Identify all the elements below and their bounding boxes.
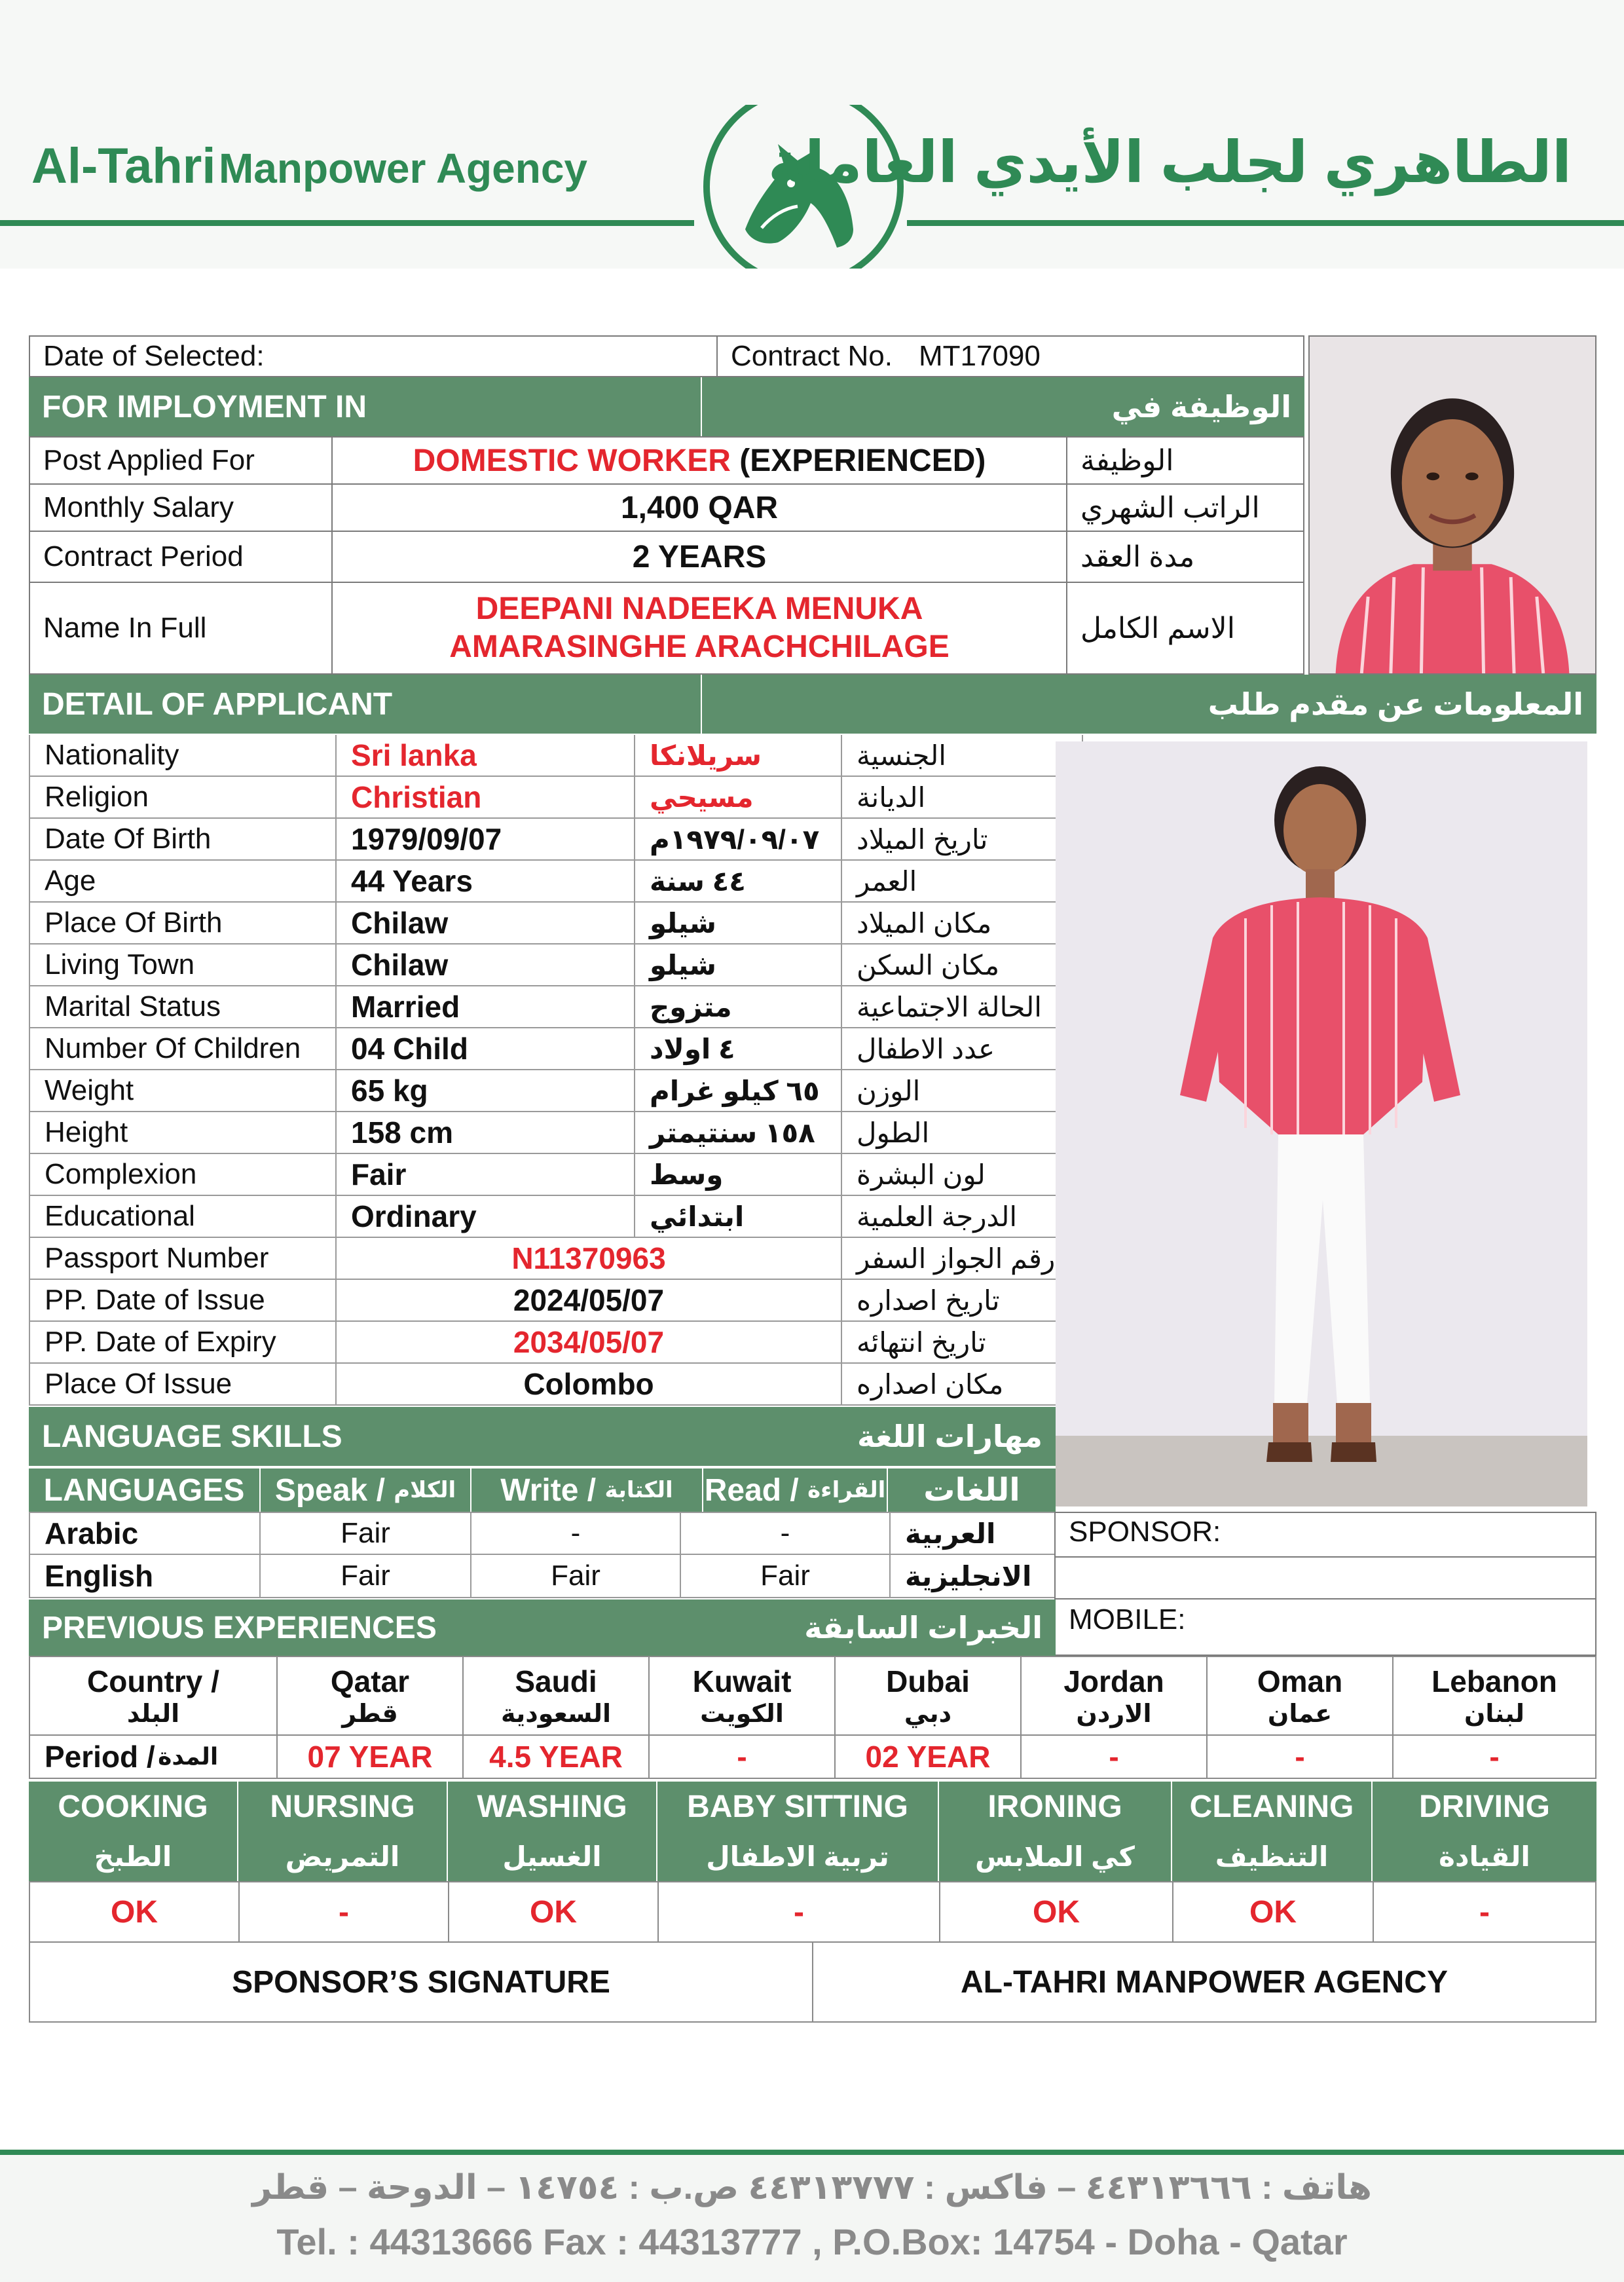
country-name: Saudi	[515, 1664, 597, 1698]
experience-country-label: Country /	[87, 1664, 219, 1698]
full-name-label-ar: الاسم الكامل	[1066, 582, 1304, 675]
detail-value: Fair	[335, 1154, 635, 1196]
applicant-title-ar: المعلومات عن مقدم طلب	[1208, 687, 1583, 721]
skill-nursing-header-ar: التمريض	[238, 1831, 448, 1881]
skill-ironing-value: OK	[939, 1881, 1173, 1943]
date-selected-cell	[29, 335, 718, 377]
language-title-en: LANGUAGE SKILLS	[42, 1419, 342, 1454]
lang-col-speak-ar: الكلام	[394, 1478, 456, 1503]
salary-label: Monthly Salary	[29, 483, 333, 532]
detail-value-ar: ٤ اولاد	[634, 1028, 842, 1070]
language-title-ar: مهارات اللغة	[857, 1419, 1043, 1453]
country-name-ar: قطر	[342, 1700, 398, 1728]
lang-write: -	[470, 1512, 681, 1555]
sponsor-signature-field: SPONSOR’S SIGNATURE	[29, 1941, 813, 2023]
country-name: Jordan	[1063, 1664, 1164, 1698]
employment-title-ar: الوظيفة في	[1111, 390, 1291, 424]
detail-label-ar: العمر	[841, 861, 1083, 903]
experience-period-header	[29, 1734, 278, 1779]
detail-value: 158 cm	[335, 1112, 635, 1154]
experience-section-header	[29, 1599, 1056, 1656]
skill-cooking-header: COOKING	[29, 1782, 238, 1831]
detail-label: Nationality	[29, 735, 337, 777]
passport-label-ar: رقم الجواز السفر	[841, 1238, 1083, 1280]
detail-label-ar: الجنسية	[841, 735, 1083, 777]
skill-driving-header-ar: القيادة	[1373, 1831, 1596, 1881]
post-value-suffix: (EXPERIENCED)	[739, 443, 986, 478]
skill-ironing-header: IRONING	[939, 1782, 1172, 1831]
contract-period-value: 2 YEARS	[331, 531, 1067, 583]
experience-period-lebanon: -	[1392, 1734, 1596, 1779]
applicant-section-header	[29, 675, 1596, 734]
country-name: Kuwait	[692, 1664, 792, 1698]
lang-speak: Fair	[259, 1555, 471, 1598]
passport-label: Place Of Issue	[29, 1364, 337, 1406]
detail-label: Number Of Children	[29, 1028, 337, 1070]
detail-label-ar: الحالة الاجتماعية	[841, 986, 1083, 1028]
detail-value: 44 Years	[335, 861, 635, 903]
contract-number-label: Contract No.	[731, 340, 893, 372]
skill-cleaning-value: OK	[1172, 1881, 1374, 1943]
detail-label-ar: الوزن	[841, 1070, 1083, 1112]
detail-label-ar: عدد الاطفال	[841, 1028, 1083, 1070]
lang-col-languages-ar: اللغات	[888, 1468, 1056, 1512]
detail-label: Living Town	[29, 945, 337, 986]
contract-period-label-ar: مدة العقد	[1066, 531, 1304, 583]
skill-nursing-header: NURSING	[238, 1782, 448, 1831]
country-name: Lebanon	[1431, 1664, 1557, 1698]
skill-washing-header: WASHING	[448, 1782, 657, 1831]
lang-name-ar: العربية	[889, 1512, 1056, 1555]
skill-washing-header-ar: الغسيل	[448, 1831, 657, 1881]
detail-label: Religion	[29, 777, 337, 819]
sponsor-field-extra	[1054, 1556, 1596, 1599]
detail-label-ar: مكان السكن	[841, 945, 1083, 986]
experience-period-oman: -	[1206, 1734, 1393, 1779]
passport-label-ar: مكان اصداره	[841, 1364, 1083, 1406]
experience-country-dubai	[834, 1656, 1022, 1736]
mobile-field: MOBILE:	[1054, 1598, 1596, 1656]
passport-label: PP. Date of Expiry	[29, 1322, 337, 1364]
passport-label: Passport Number	[29, 1238, 337, 1280]
detail-value-ar: ابتدائي	[634, 1196, 842, 1238]
lang-read: -	[680, 1512, 891, 1555]
experience-period-label: Period /	[45, 1740, 155, 1774]
salary-label-ar: الراتب الشهري	[1066, 483, 1304, 532]
skill-cooking-value: OK	[29, 1881, 240, 1943]
detail-label: Place Of Birth	[29, 903, 337, 945]
detail-value-ar: شيلو	[634, 903, 842, 945]
header-rule-left	[0, 220, 694, 226]
skill-cleaning-header-ar: التنظيف	[1172, 1831, 1373, 1881]
skill-ironing-header-ar: كي الملابس	[939, 1831, 1172, 1881]
detail-label-ar: الدرجة العلمية	[841, 1196, 1083, 1238]
detail-label-ar: مكان الميلاد	[841, 903, 1083, 945]
experience-period-jordan: -	[1020, 1734, 1208, 1779]
detail-label-ar: لون البشرة	[841, 1154, 1083, 1196]
experience-country-qatar	[276, 1656, 464, 1736]
detail-label: Complexion	[29, 1154, 337, 1196]
country-name: Oman	[1257, 1664, 1343, 1698]
applicant-portrait-photo	[1308, 335, 1596, 675]
lang-name: English	[29, 1555, 261, 1598]
full-name-value	[331, 582, 1067, 675]
detail-value-ar: ٤٤ سنة	[634, 861, 842, 903]
experience-period-saudi: 4.5 YEAR	[462, 1734, 650, 1779]
skill-driving-header: DRIVING	[1373, 1782, 1596, 1831]
skill-baby-sitting-header-ar: تربية الاطفال	[657, 1831, 939, 1881]
experience-country-kuwait	[648, 1656, 836, 1736]
lang-col-read-en: Read /	[704, 1472, 799, 1508]
lang-col-write	[471, 1468, 703, 1512]
experience-country-jordan	[1020, 1656, 1208, 1736]
contract-number-cell	[716, 335, 1304, 377]
passport-label-ar: تاريخ انتهائه	[841, 1322, 1083, 1364]
sponsor-field: SPONSOR:	[1054, 1512, 1596, 1558]
experience-country-saudi	[462, 1656, 650, 1736]
detail-value: 04 Child	[335, 1028, 635, 1070]
experience-country-oman	[1206, 1656, 1393, 1736]
detail-value-ar: مسيحي	[634, 777, 842, 819]
footer-contact-arabic: هاتف : ٤٤٣١٣٦٦٦ – فاكس : ٤٤٣١٣٧٧٧ ص.ب : ١٤٧٥٤ – الدوحة – قطر	[252, 2169, 1372, 2207]
country-name: Qatar	[330, 1664, 410, 1698]
footer-contact-english: Tel. : 44313666 Fax : 44313777 , P.O.Box: 14754 - Doha - Qatar	[276, 2221, 1348, 2262]
brand-name-arabic: الطاهري لجلب الأيدي العاملة	[767, 130, 1572, 195]
lang-col-read-ar: القراءة	[807, 1478, 886, 1503]
post-value	[331, 436, 1067, 485]
full-name-line-1: DEEPANI NADEEKA MENUKA	[475, 591, 923, 626]
lang-speak: Fair	[259, 1512, 471, 1555]
experience-title-en: PREVIOUS EXPERIENCES	[42, 1610, 437, 1645]
agency-signature-field: AL-TAHRI MANPOWER AGENCY	[812, 1941, 1596, 2023]
experience-period-kuwait: -	[648, 1734, 836, 1779]
detail-value: Ordinary	[335, 1196, 635, 1238]
detail-value: 65 kg	[335, 1070, 635, 1112]
country-name-ar: عمان	[1267, 1700, 1333, 1728]
contract-number-value: MT17090	[918, 340, 1041, 372]
skill-driving-value: -	[1373, 1881, 1596, 1943]
skill-baby-sitting-value: -	[657, 1881, 940, 1943]
experience-period-dubai: 02 YEAR	[834, 1734, 1022, 1779]
skill-cleaning-header: CLEANING	[1172, 1782, 1373, 1831]
detail-label: Educational	[29, 1196, 337, 1238]
header-rule-right	[907, 220, 1624, 226]
lang-col-write-en: Write /	[500, 1472, 597, 1508]
detail-value-ar: متزوج	[634, 986, 842, 1028]
lang-col-read	[703, 1468, 888, 1512]
experience-period-label-ar: المدة	[158, 1743, 219, 1770]
lang-col-speak-en: Speak /	[274, 1472, 385, 1508]
skill-baby-sitting-header: BABY SITTING	[657, 1782, 939, 1831]
lang-col-write-ar: الكتابة	[604, 1478, 673, 1503]
passport-label: PP. Date of Issue	[29, 1280, 337, 1322]
detail-label: Marital Status	[29, 986, 337, 1028]
lang-write: Fair	[470, 1555, 681, 1598]
applicant-title-en: DETAIL OF APPLICANT	[42, 686, 393, 722]
salary-value: 1,400 QAR	[331, 483, 1067, 532]
footer-rule	[0, 2150, 1624, 2155]
detail-label-ar: الديانة	[841, 777, 1083, 819]
employment-title-en: FOR IMPLOYMENT IN	[42, 389, 367, 424]
employment-section-header	[29, 377, 1304, 436]
post-label-ar: الوظيفة	[1066, 436, 1304, 485]
detail-value: 1979/09/07	[335, 819, 635, 861]
detail-value: Sri lanka	[335, 735, 635, 777]
detail-label-ar: الطول	[841, 1112, 1083, 1154]
applicant-full-body-photo	[1056, 741, 1587, 1506]
country-name-ar: الاردن	[1076, 1700, 1152, 1728]
experience-country-lebanon	[1392, 1656, 1596, 1736]
lang-col-languages: LANGUAGES	[29, 1468, 261, 1512]
detail-value-ar: ١٩٧٩/٠٩/٠٧م	[634, 819, 842, 861]
detail-value: Married	[335, 986, 635, 1028]
skill-cooking-header-ar: الطبخ	[29, 1831, 238, 1881]
brand-name-main: Al-Tahri	[31, 138, 216, 194]
country-name-ar: السعودية	[500, 1700, 612, 1728]
post-value-main: DOMESTIC WORKER	[413, 443, 731, 478]
lang-name: Arabic	[29, 1512, 261, 1555]
detail-label: Height	[29, 1112, 337, 1154]
contract-period-label: Contract Period	[29, 531, 333, 583]
detail-value-ar: ١٥٨ سنتيمتر	[634, 1112, 842, 1154]
date-selected-label: Date of Selected:	[43, 340, 265, 372]
skill-washing-value: OK	[448, 1881, 659, 1943]
detail-value: Chilaw	[335, 903, 635, 945]
passport-value: 2024/05/07	[335, 1280, 842, 1322]
brand-name-suffix: Manpower Agency	[218, 145, 587, 192]
lang-read: Fair	[680, 1555, 891, 1598]
country-name: Dubai	[886, 1664, 970, 1698]
full-name-line-2: AMARASINGHE ARACHCHILAGE	[449, 629, 950, 664]
detail-label: Age	[29, 861, 337, 903]
detail-value: Christian	[335, 777, 635, 819]
experience-country-header	[29, 1656, 278, 1736]
country-name-ar: الكويت	[700, 1700, 784, 1728]
detail-value-ar: وسط	[634, 1154, 842, 1196]
detail-value-ar: شيلو	[634, 945, 842, 986]
experience-country-label-ar: البلد	[126, 1700, 180, 1728]
country-name-ar: دبي	[904, 1700, 952, 1728]
detail-label: Date Of Birth	[29, 819, 337, 861]
lang-col-speak	[261, 1468, 471, 1512]
detail-value-ar: ٦٥ كيلو غرام	[634, 1070, 842, 1112]
country-name-ar: لبنان	[1464, 1700, 1524, 1728]
passport-label-ar: تاريخ اصداره	[841, 1280, 1083, 1322]
full-name-label: Name In Full	[29, 582, 333, 675]
passport-value: 2034/05/07	[335, 1322, 842, 1364]
lang-name-ar: الانجليزية	[889, 1555, 1056, 1598]
detail-value: Chilaw	[335, 945, 635, 986]
skill-nursing-value: -	[238, 1881, 449, 1943]
detail-label-ar: تاريخ الميلاد	[841, 819, 1083, 861]
brand-name-english	[31, 138, 587, 195]
experience-title-ar: الخبرات السابقة	[804, 1611, 1043, 1645]
passport-value: Colombo	[335, 1364, 842, 1406]
post-label: Post Applied For	[29, 436, 333, 485]
passport-value: N11370963	[335, 1238, 842, 1280]
detail-label: Weight	[29, 1070, 337, 1112]
detail-value-ar: سريلانكا	[634, 735, 842, 777]
experience-period-qatar: 07 YEAR	[276, 1734, 464, 1779]
language-section-header	[29, 1407, 1056, 1466]
